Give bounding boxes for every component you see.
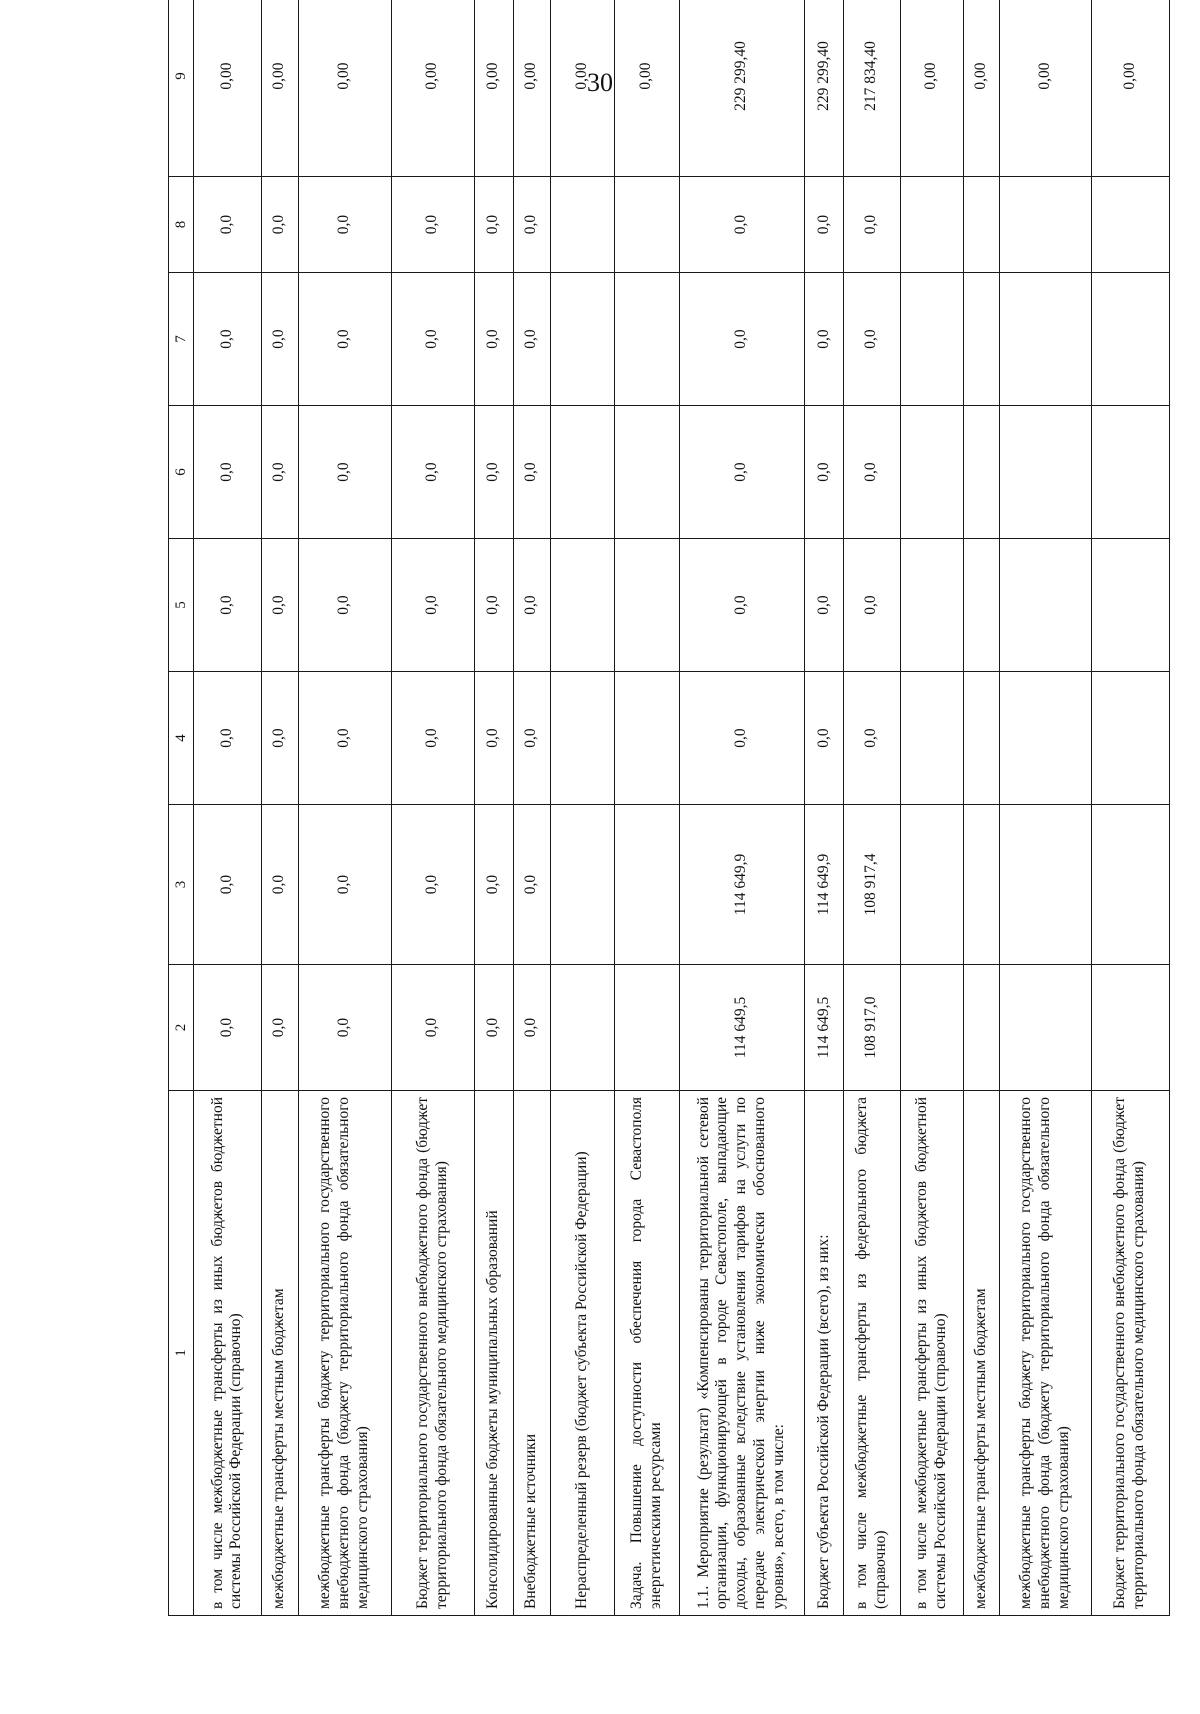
cell-col-2: 108 917,0 xyxy=(844,965,900,1091)
cell-col-6: 0,0 xyxy=(844,406,900,539)
column-header-3: 3 xyxy=(169,805,194,965)
row-label: Задача. Повышение доступности обеспечения города Севастополя энергетическими ресурсами xyxy=(615,1091,679,1616)
row-label: межбюджетные трансферты бюджету территориального государственного внебюджетного фонда (бюджету территориального фонда обязательного медицинского страхования) xyxy=(999,1091,1091,1616)
cell-col-5 xyxy=(1091,539,1169,672)
cell-col-4: 0,0 xyxy=(261,672,298,805)
cell-col-8: 0,0 xyxy=(474,177,513,273)
table-header xyxy=(169,0,194,1616)
cell-col-7: 0,0 xyxy=(474,273,513,406)
cell-col-3 xyxy=(550,805,614,965)
cell-col-9: 0,00 xyxy=(1091,0,1169,177)
cell-col-4: 0,0 xyxy=(194,672,262,805)
cell-col-7 xyxy=(550,273,614,406)
cell-col-5 xyxy=(900,539,963,672)
cell-col-5: 0,0 xyxy=(844,539,900,672)
cell-col-6 xyxy=(615,406,679,539)
row-label: Консолидированные бюджеты муниципальных образований xyxy=(474,1091,513,1616)
cell-col-6: 0,0 xyxy=(261,406,298,539)
cell-col-7: 0,0 xyxy=(261,273,298,406)
cell-col-2: 114 649,5 xyxy=(805,965,844,1091)
cell-col-3: 0,0 xyxy=(261,805,298,965)
cell-col-3: 108 917,4 xyxy=(844,805,900,965)
row-label: Бюджет территориального государственного внебюджетного фонда (бюджет территориального фонда обязательного медицинского страхования) xyxy=(1091,1091,1169,1616)
header-row xyxy=(169,0,194,1616)
cell-col-7 xyxy=(615,273,679,406)
cell-col-8: 0,0 xyxy=(194,177,262,273)
cell-col-6: 0,0 xyxy=(513,406,550,539)
column-header-9: 9 xyxy=(169,0,194,177)
table-row xyxy=(1091,0,1169,1616)
cell-col-9: 217 834,40 xyxy=(844,0,900,177)
table-body xyxy=(194,0,1170,1616)
cell-col-8: 0,0 xyxy=(513,177,550,273)
column-header-6: 6 xyxy=(169,406,194,539)
row-label: в том числе межбюджетные трансферты из федерального бюджета (справочно) xyxy=(844,1091,900,1616)
cell-col-5: 0,0 xyxy=(474,539,513,672)
cell-col-8 xyxy=(963,177,999,273)
cell-col-5: 0,0 xyxy=(391,539,474,672)
row-label: межбюджетные трансферты местным бюджетам xyxy=(963,1091,999,1616)
cell-col-3 xyxy=(963,805,999,965)
cell-col-5: 0,0 xyxy=(805,539,844,672)
cell-col-8: 0,0 xyxy=(298,177,391,273)
cell-col-4 xyxy=(550,672,614,805)
cell-col-4 xyxy=(1091,672,1169,805)
cell-col-6 xyxy=(550,406,614,539)
table-row xyxy=(550,0,614,1616)
column-header-2: 2 xyxy=(169,965,194,1091)
cell-col-5: 0,0 xyxy=(298,539,391,672)
cell-col-9: 229 299,40 xyxy=(805,0,844,177)
cell-col-4: 0,0 xyxy=(391,672,474,805)
cell-col-2 xyxy=(999,965,1091,1091)
budget-table xyxy=(168,0,1170,1616)
cell-col-2: 0,0 xyxy=(513,965,550,1091)
table-row xyxy=(513,0,550,1616)
cell-col-6 xyxy=(1091,406,1169,539)
column-header-7: 7 xyxy=(169,273,194,406)
row-label: Бюджет субъекта Российской Федерации (всего), из них: xyxy=(805,1091,844,1616)
cell-col-4 xyxy=(900,672,963,805)
row-label: в том числе межбюджетные трансферты из иных бюджетов бюджетной системы Российской Федерации (справочно) xyxy=(900,1091,963,1616)
cell-col-8 xyxy=(999,177,1091,273)
column-header-5: 5 xyxy=(169,539,194,672)
cell-col-6: 0,0 xyxy=(474,406,513,539)
cell-col-6: 0,0 xyxy=(679,406,804,539)
cell-col-3: 0,0 xyxy=(474,805,513,965)
cell-col-5: 0,0 xyxy=(679,539,804,672)
table-row xyxy=(679,0,804,1616)
cell-col-4: 0,0 xyxy=(844,672,900,805)
cell-col-4: 0,0 xyxy=(805,672,844,805)
cell-col-7: 0,0 xyxy=(391,273,474,406)
cell-col-9: 0,00 xyxy=(513,0,550,177)
cell-col-2: 0,0 xyxy=(261,965,298,1091)
cell-col-9: 0,00 xyxy=(615,0,679,177)
row-label: в том числе межбюджетные трансферты из иных бюджетов бюджетной системы Российской Федерации (справочно) xyxy=(194,1091,262,1616)
cell-col-7 xyxy=(1091,273,1169,406)
cell-col-7 xyxy=(963,273,999,406)
cell-col-3: 0,0 xyxy=(194,805,262,965)
cell-col-2: 0,0 xyxy=(474,965,513,1091)
cell-col-2 xyxy=(900,965,963,1091)
cell-col-5 xyxy=(999,539,1091,672)
table-row xyxy=(805,0,844,1616)
table-row xyxy=(900,0,963,1616)
cell-col-9: 0,00 xyxy=(550,0,614,177)
row-label: межбюджетные трансферты бюджету территориального государственного внебюджетного фонда (бюджету территориального фонда обязательного медицинского страхования) xyxy=(298,1091,391,1616)
cell-col-8 xyxy=(900,177,963,273)
cell-col-3 xyxy=(615,805,679,965)
table-row xyxy=(615,0,679,1616)
table-row xyxy=(474,0,513,1616)
cell-col-7 xyxy=(999,273,1091,406)
cell-col-5: 0,0 xyxy=(194,539,262,672)
cell-col-9: 0,00 xyxy=(298,0,391,177)
cell-col-4: 0,0 xyxy=(513,672,550,805)
cell-col-6: 0,0 xyxy=(194,406,262,539)
table-row xyxy=(963,0,999,1616)
cell-col-5: 0,0 xyxy=(513,539,550,672)
table-row xyxy=(298,0,391,1616)
cell-col-3: 0,0 xyxy=(391,805,474,965)
cell-col-7: 0,0 xyxy=(805,273,844,406)
page-number: 30 xyxy=(587,68,613,97)
row-label: Нераспределенный резерв (бюджет субъекта Российской Федерации) xyxy=(550,1091,614,1616)
cell-col-4: 0,0 xyxy=(474,672,513,805)
cell-col-9: 0,00 xyxy=(391,0,474,177)
cell-col-8 xyxy=(550,177,614,273)
table-row xyxy=(999,0,1091,1616)
cell-col-4 xyxy=(963,672,999,805)
cell-col-3 xyxy=(900,805,963,965)
cell-col-6 xyxy=(999,406,1091,539)
cell-col-4: 0,0 xyxy=(679,672,804,805)
row-label: Бюджет территориального государственного внебюджетного фонда (бюджет территориального фонда обязательного медицинского страхования) xyxy=(391,1091,474,1616)
cell-col-8: 0,0 xyxy=(805,177,844,273)
column-header-8: 8 xyxy=(169,177,194,273)
cell-col-5 xyxy=(615,539,679,672)
cell-col-4 xyxy=(999,672,1091,805)
cell-col-3: 0,0 xyxy=(513,805,550,965)
cell-col-8 xyxy=(615,177,679,273)
cell-col-5: 0,0 xyxy=(261,539,298,672)
cell-col-2: 0,0 xyxy=(391,965,474,1091)
cell-col-2 xyxy=(550,965,614,1091)
cell-col-5 xyxy=(963,539,999,672)
cell-col-9: 0,00 xyxy=(999,0,1091,177)
cell-col-8: 0,0 xyxy=(391,177,474,273)
cell-col-6 xyxy=(900,406,963,539)
cell-col-9: 229 299,40 xyxy=(679,0,804,177)
cell-col-7: 0,0 xyxy=(298,273,391,406)
cell-col-7: 0,0 xyxy=(679,273,804,406)
table-row xyxy=(194,0,262,1616)
cell-col-2: 0,0 xyxy=(298,965,391,1091)
cell-col-2 xyxy=(615,965,679,1091)
cell-col-6: 0,0 xyxy=(298,406,391,539)
cell-col-3: 0,0 xyxy=(298,805,391,965)
table-row xyxy=(261,0,298,1616)
cell-col-8: 0,0 xyxy=(844,177,900,273)
cell-col-6 xyxy=(963,406,999,539)
table-row xyxy=(844,0,900,1616)
cell-col-7: 0,0 xyxy=(513,273,550,406)
row-label: межбюджетные трансферты местным бюджетам xyxy=(261,1091,298,1616)
cell-col-9: 0,00 xyxy=(194,0,262,177)
row-label: Внебюджетные источники xyxy=(513,1091,550,1616)
cell-col-5 xyxy=(550,539,614,672)
cell-col-2: 0,0 xyxy=(194,965,262,1091)
cell-col-9: 0,00 xyxy=(900,0,963,177)
column-header-4: 4 xyxy=(169,672,194,805)
cell-col-2 xyxy=(963,965,999,1091)
cell-col-3: 114 649,9 xyxy=(679,805,804,965)
cell-col-3 xyxy=(1091,805,1169,965)
cell-col-4: 0,0 xyxy=(298,672,391,805)
cell-col-8: 0,0 xyxy=(679,177,804,273)
table-row xyxy=(391,0,474,1616)
cell-col-3 xyxy=(999,805,1091,965)
cell-col-9: 0,00 xyxy=(261,0,298,177)
cell-col-8: 0,0 xyxy=(261,177,298,273)
cell-col-4 xyxy=(615,672,679,805)
cell-col-3: 114 649,9 xyxy=(805,805,844,965)
cell-col-6: 0,0 xyxy=(391,406,474,539)
cell-col-7 xyxy=(900,273,963,406)
cell-col-9: 0,00 xyxy=(963,0,999,177)
cell-col-2: 114 649,5 xyxy=(679,965,804,1091)
column-header-1: 1 xyxy=(169,1091,194,1616)
cell-col-9: 0,00 xyxy=(474,0,513,177)
cell-col-6: 0,0 xyxy=(805,406,844,539)
row-label: 1.1. Мероприятие (результат) «Компенсированы территориальной сетевой организации, функционирующей в городе Севастополе, выпадающие доходы, образованные вследствие установления тарифов на услуги по передаче электрической энергии ниже экономически обоснованного уровня», всего, в том числе: xyxy=(679,1091,804,1616)
cell-col-8 xyxy=(1091,177,1169,273)
cell-col-7: 0,0 xyxy=(844,273,900,406)
cell-col-7: 0,0 xyxy=(194,273,262,406)
cell-col-2 xyxy=(1091,965,1169,1091)
